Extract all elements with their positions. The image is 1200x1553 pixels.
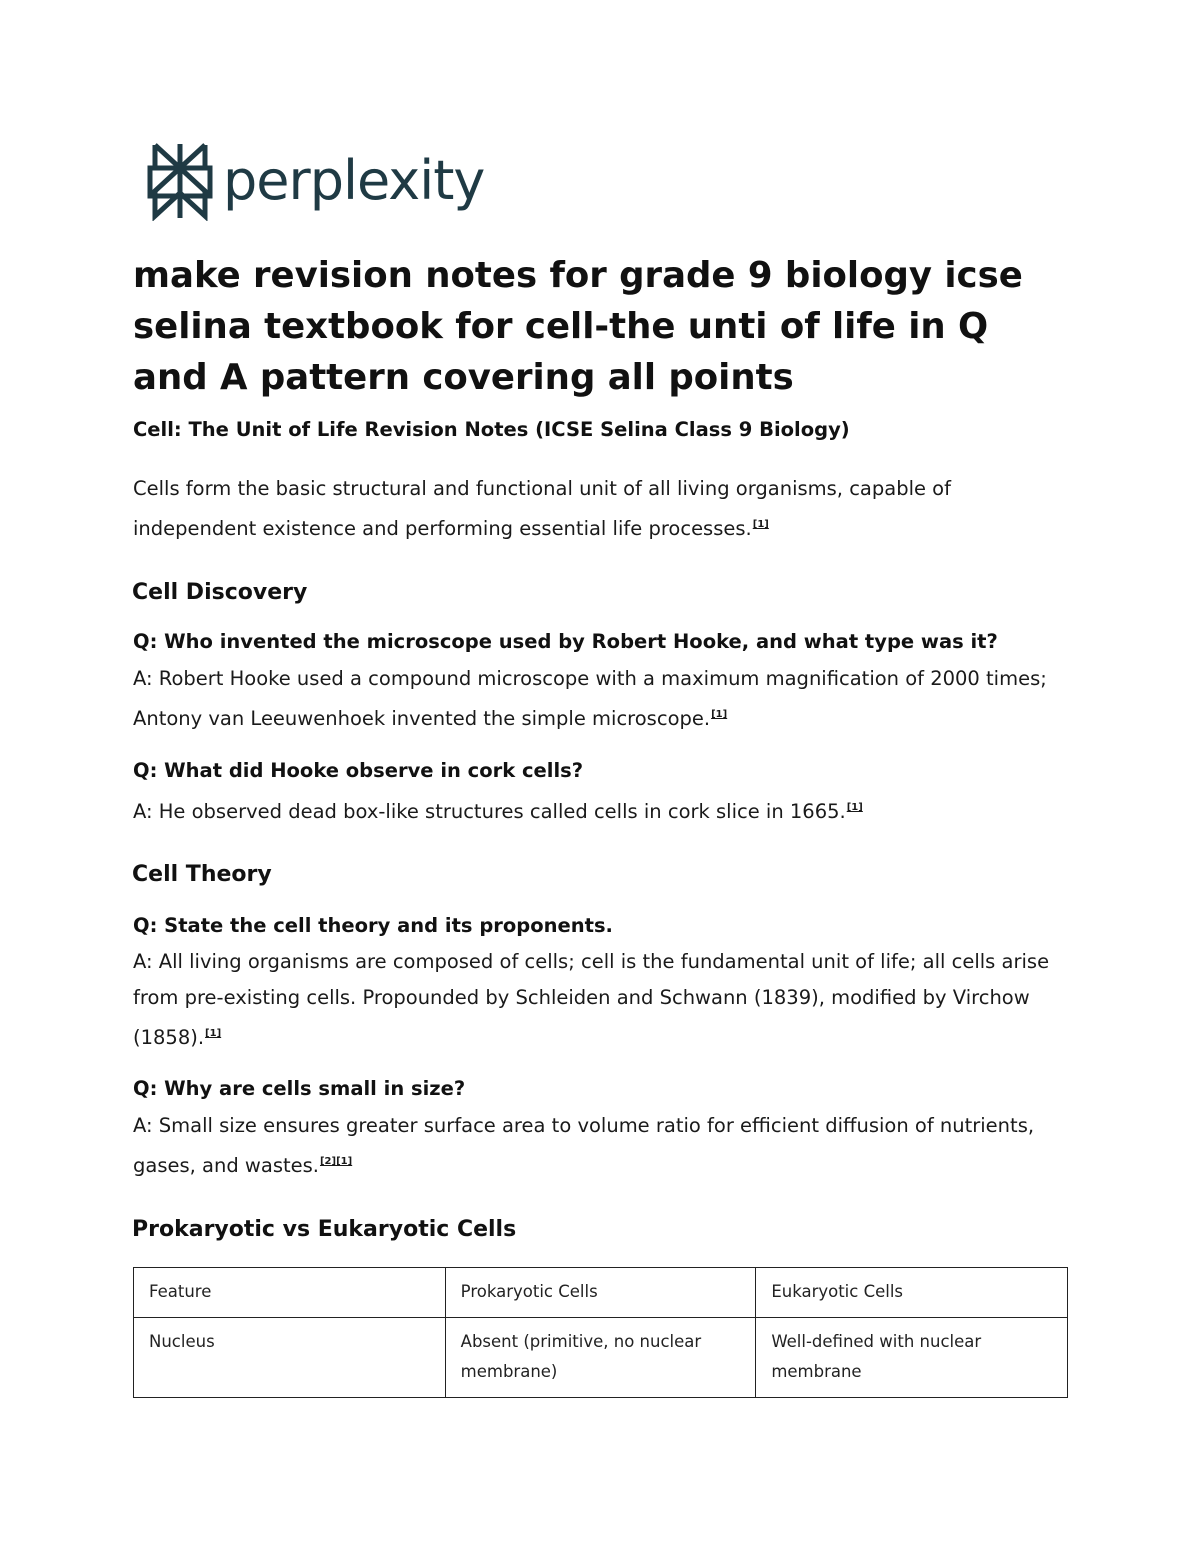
- answer-text: A: He observed dead box-like structures called cells in cork slice in 1665.: [133, 800, 846, 823]
- question-microscope: Q: Who invented the microscope used by Robert Hooke, and what type was it?: [133, 630, 998, 653]
- question-cork-cells: Q: What did Hooke observe in cork cells?: [133, 759, 584, 782]
- answer-cell-theory: [133, 944, 1069, 1056]
- citation-link[interactable]: [1]: [205, 1028, 222, 1039]
- question-cell-size: Q: Why are cells small in size?: [133, 1077, 466, 1100]
- question-cell-theory: Q: State the cell theory and its proponents.: [133, 914, 613, 937]
- table-header-cell: Feature: [134, 1268, 446, 1318]
- table-header-row: [134, 1268, 1068, 1318]
- citation-link[interactable]: [2][1]: [319, 1156, 353, 1167]
- table-row: [134, 1318, 1068, 1398]
- perplexity-icon: [147, 141, 213, 221]
- answer-text: A: Small size ensures greater surface area to volume ratio for efficient diffusion of nutrients, gases, and wastes.: [133, 1114, 1035, 1177]
- notes-subtitle: Cell: The Unit of Life Revision Notes (ICSE Selina Class 9 Biology): [133, 418, 850, 441]
- table-cell: Well-defined with nuclear membrane: [756, 1318, 1068, 1398]
- table-header-cell: Prokaryotic Cells: [445, 1268, 756, 1318]
- section-heading-cell-discovery: Cell Discovery: [132, 580, 308, 605]
- table-cell: Nucleus: [134, 1318, 446, 1398]
- intro-paragraph: [133, 471, 1069, 547]
- section-heading-cell-theory: Cell Theory: [132, 862, 272, 887]
- perplexity-logo: [147, 140, 484, 222]
- citation-link[interactable]: [1]: [711, 709, 728, 720]
- citation-link[interactable]: [1]: [752, 519, 769, 530]
- page-title: make revision notes for grade 9 biology icse selina textbook for cell-the unti of life in Q and A pattern covering all points: [133, 255, 1023, 398]
- section-heading-prokaryotic-vs-eukaryotic: Prokaryotic vs Eukaryotic Cells: [132, 1217, 517, 1242]
- comparison-table: [133, 1267, 1068, 1398]
- answer-cell-size: [133, 1108, 1069, 1184]
- table-header-cell: Eukaryotic Cells: [756, 1268, 1068, 1318]
- citation-link[interactable]: [1]: [846, 802, 863, 813]
- answer-cork-cells: [133, 790, 1069, 830]
- answer-text: A: Robert Hooke used a compound microscope with a maximum magnification of 2000 times; Antony van Leeuwenhoek invented the simple microscope.: [133, 667, 1047, 730]
- answer-microscope: [133, 661, 1069, 737]
- logo-wordmark: perplexity: [223, 149, 485, 212]
- table-cell: Absent (primitive, no nuclear membrane): [445, 1318, 756, 1398]
- answer-text: A: All living organisms are composed of cells; cell is the fundamental unit of life; all cells arise from pre-existing cells. Propounded by Schleiden and Schwann (1839), modified by Virchow (1858).: [133, 950, 1050, 1049]
- intro-text: Cells form the basic structural and functional unit of all living organisms, capable of independent existence and performing essential life processes.: [133, 477, 951, 540]
